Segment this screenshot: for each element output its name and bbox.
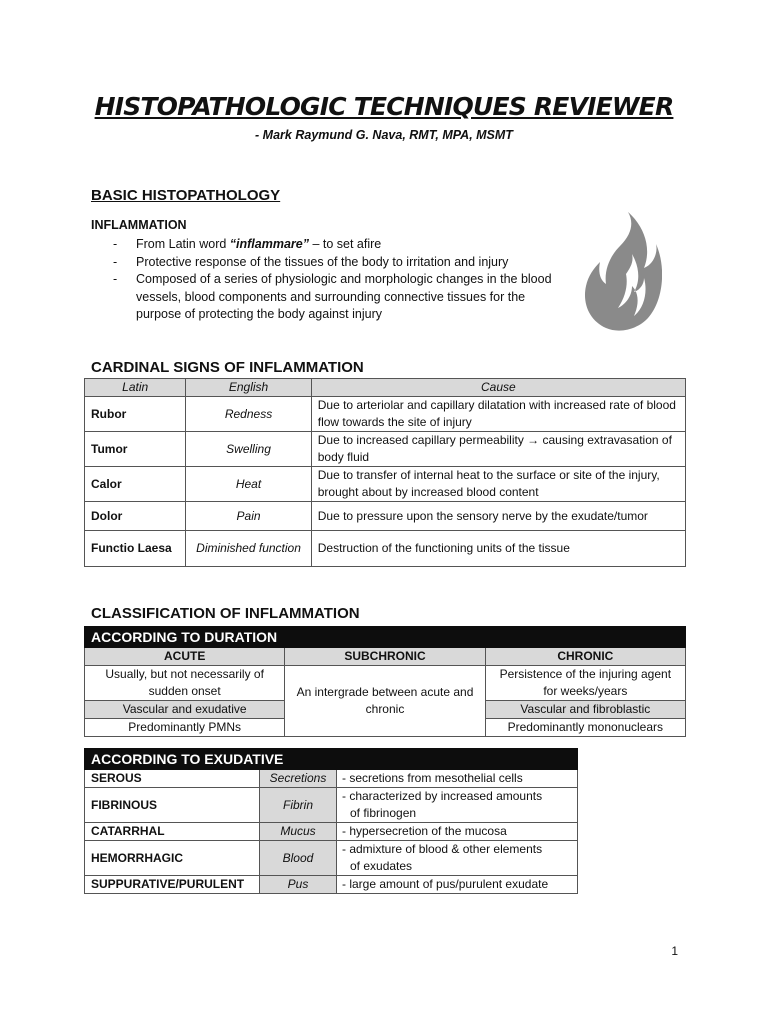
table-row: Rubor Redness Due to arteriolar and capillary dilatation with increased rate of blood flow towards the site of injury [85,397,686,432]
document-title: HISTOPATHOLOGIC TECHNIQUES REVIEWER [94,92,674,121]
cardinal-signs-table [84,378,686,567]
column-header: English [186,379,311,397]
duration-table [84,626,686,737]
list-item: - Protective response of the tissues of the body to irritation and injury [113,254,509,269]
column-header: Cause [311,379,685,397]
flame-icon [582,208,662,334]
table-header-row [85,379,686,397]
table-row: HEMORRHAGIC Blood - admixture of blood & other elements of exudates [85,841,578,876]
table-row: Predominantly PMNs Predominantly mononuclears [85,719,686,737]
table-header-row: ACUTE SUBCHRONIC CHRONIC [85,648,686,666]
section-heading-cardinal: CARDINAL SIGNS OF INFLAMMATION [91,359,364,376]
inflammation-bullets [91,236,571,324]
table-row: Calor Heat Due to transfer of internal heat to the surface or site of the injury, brought about by increased blood content [85,467,686,502]
page-number: 1 [671,944,678,958]
table-row: Usually, but not necessarily of sudden onset An intergrade between acute and chronic Persistence of the injuring agent for weeks/years [85,666,686,701]
table-row: SEROUS Secretions - secretions from mesothelial cells [85,770,578,788]
table-row: SUPPURATIVE/PURULENT Pus - large amount of pus/purulent exudate [85,876,578,894]
table-row: Tumor Swelling Due to increased capillary permeability → causing extravasation of body fluid [85,432,686,467]
exudative-title: ACCORDING TO EXUDATIVE [85,749,578,770]
column-header: Latin [85,379,186,397]
table-row: Functio Laesa Diminished function Destruction of the functioning units of the tissue [85,531,686,567]
section-heading-classification: CLASSIFICATION OF INFLAMMATION [91,605,360,622]
duration-title: ACCORDING TO DURATION [85,627,686,648]
table-row: Dolor Pain Due to pressure upon the sensory nerve by the exudate/tumor [85,502,686,531]
table-row: Vascular and exudative Vascular and fibroblastic [85,701,686,719]
table-title-row [85,749,578,770]
exudative-table [84,748,578,894]
table-row: CATARRHAL Mucus - hypersecretion of the mucosa [85,823,578,841]
list-item: - From Latin word “inflammare” – to set afire [113,237,382,251]
section-heading-basic: BASIC HISTOPATHOLOGY [91,187,281,204]
subchronic-cell: An intergrade between acute and chronic [285,666,485,737]
table-row: FIBRINOUS Fibrin - characterized by increased amounts of fibrinogen [85,788,578,823]
list-item: - Composed of a series of physiologic and morphologic changes in the blood vessels, blood components and surrounding connective tissues for the purpose of protecting the body against injury [113,272,552,321]
subheading-inflammation: INFLAMMATION [91,218,187,232]
author-line: - Mark Raymund G. Nava, RMT, MPA, MSMT [255,128,513,142]
table-title-row [85,627,686,648]
